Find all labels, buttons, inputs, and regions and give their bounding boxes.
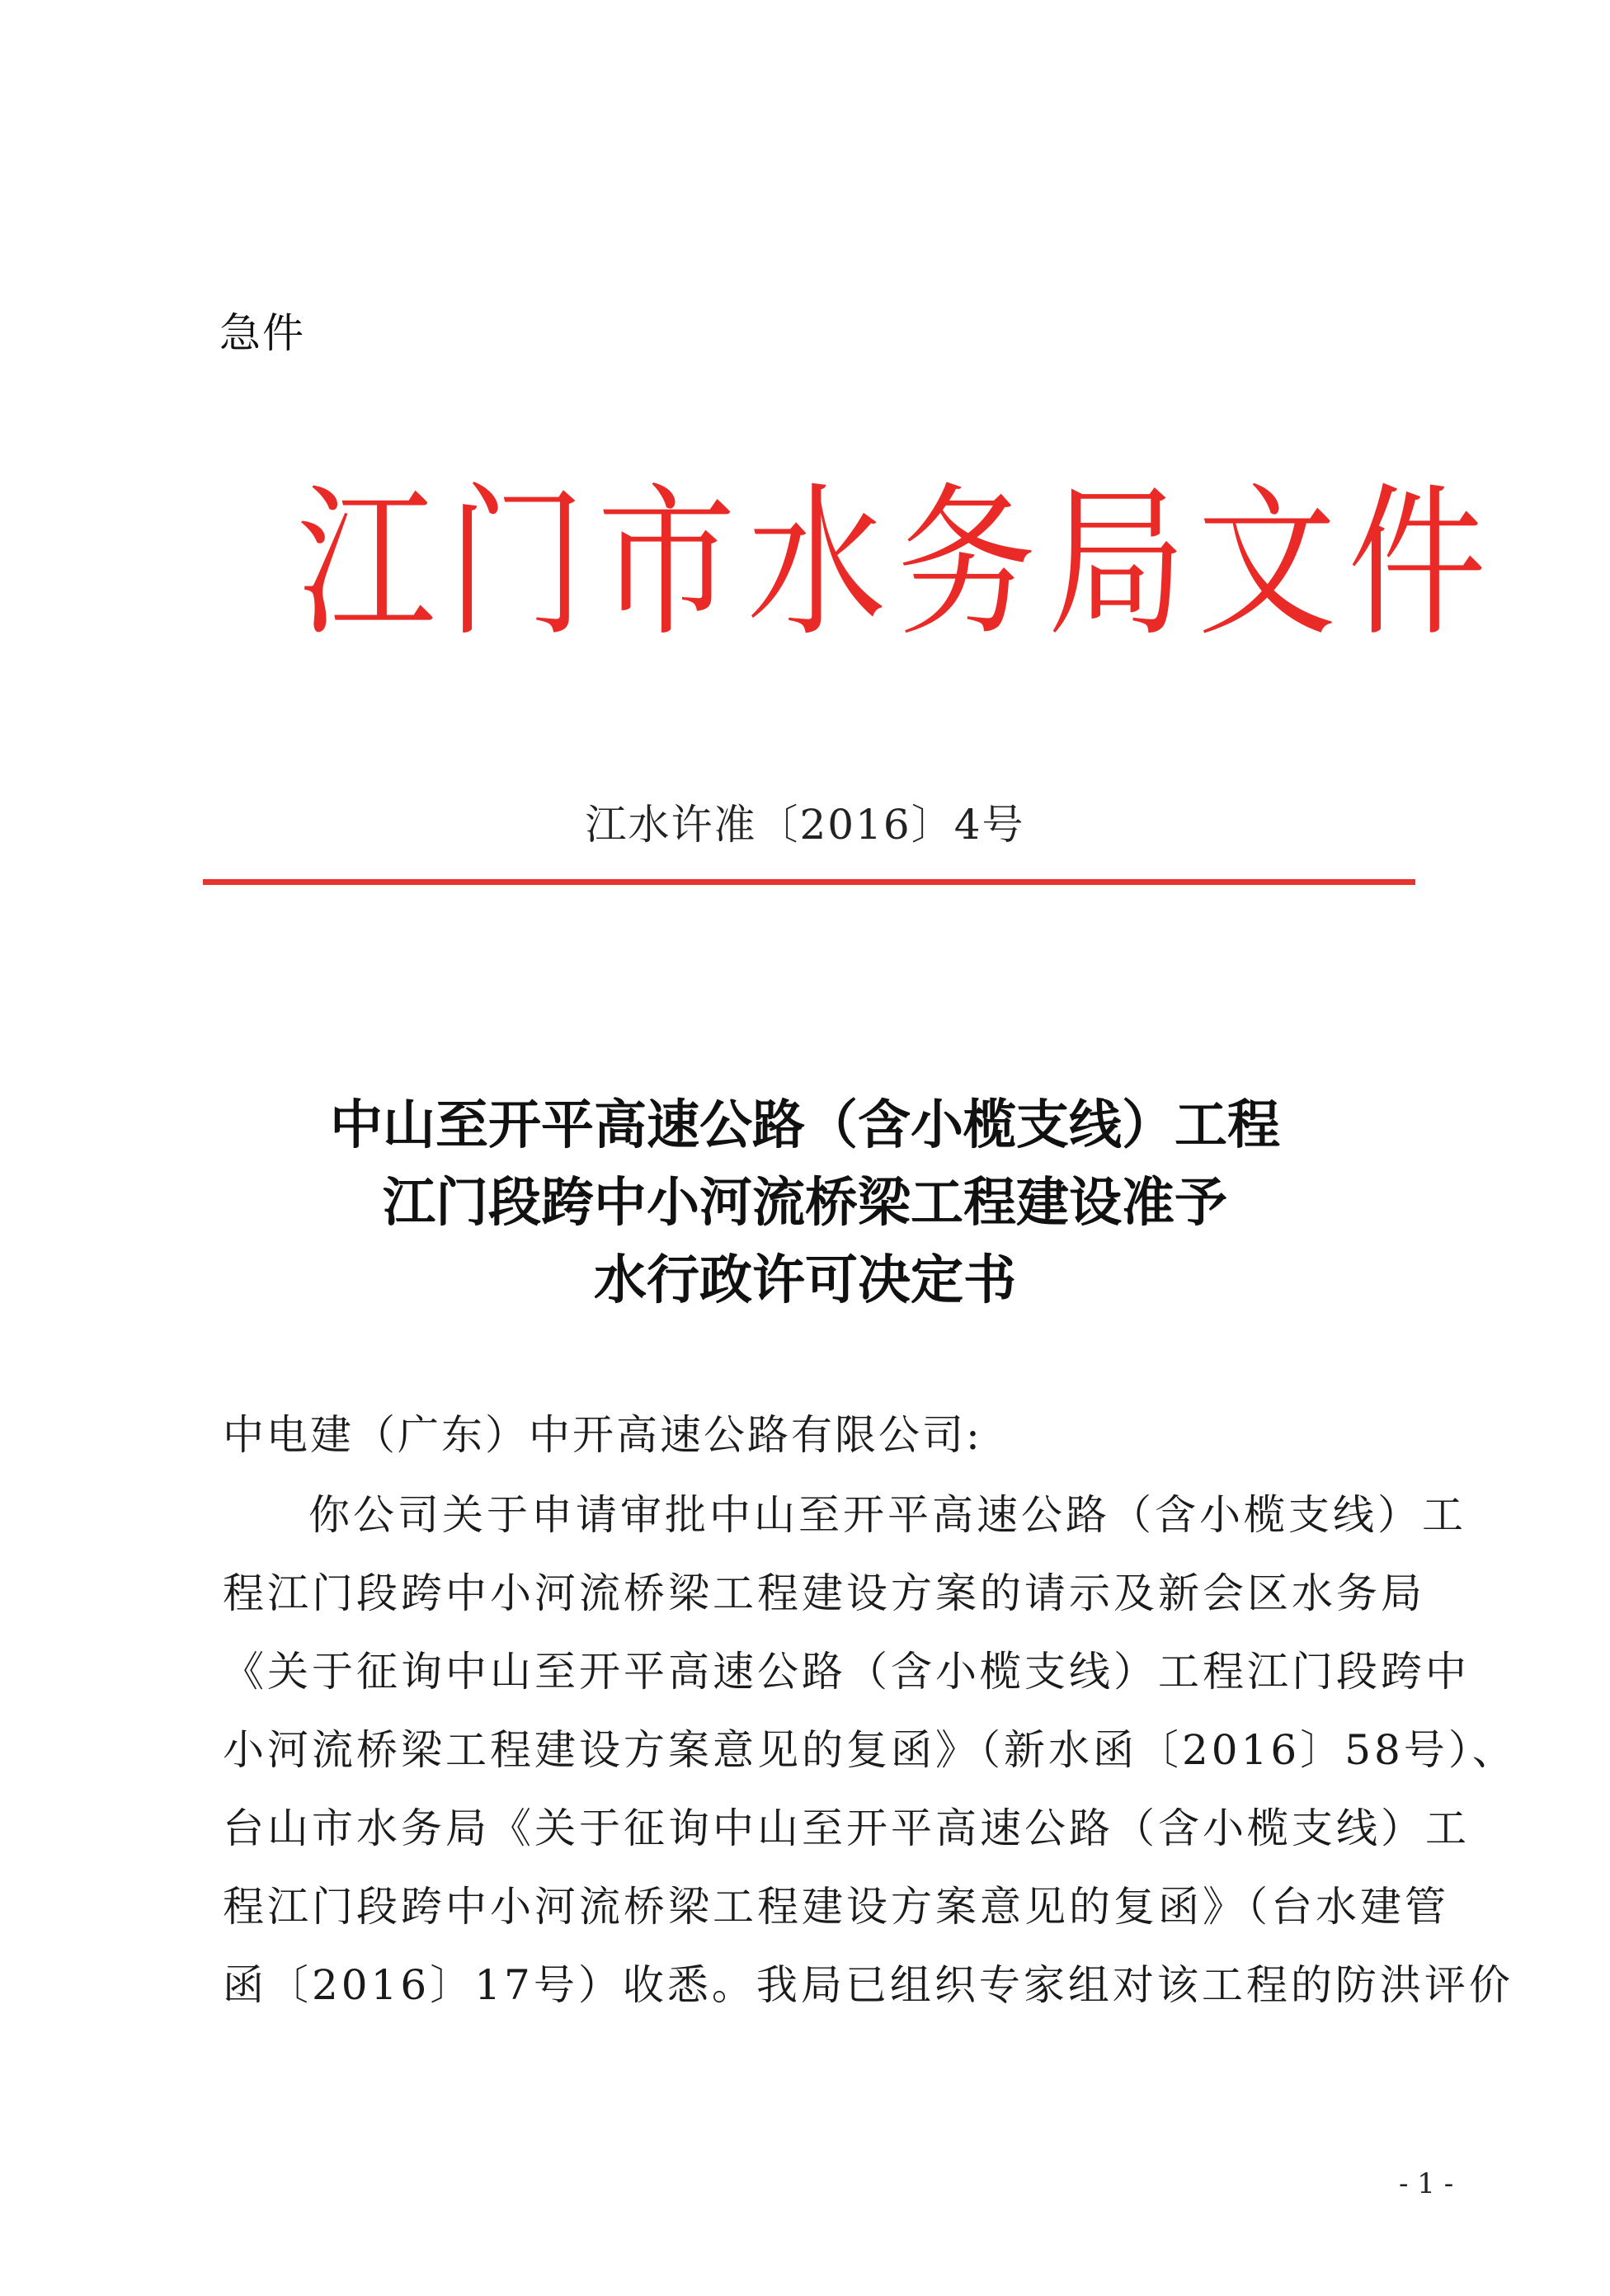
body-line: 程江门段跨中小河流桥梁工程建设方案的请示及新会区水务局	[223, 1569, 1425, 1617]
masthead-title: 江门市水务局文件	[297, 468, 1498, 659]
document-title	[0, 1087, 1610, 1320]
page-number: - 1 -	[1399, 2167, 1454, 2200]
body-line: 你公司关于申请审批中山至开平高速公路（含小榄支线）工	[308, 1491, 1466, 1539]
red-divider-line	[203, 879, 1415, 885]
title-line-2: 江门段跨中小河流桥梁工程建设准予	[383, 1172, 1227, 1234]
body-line: 程江门段跨中小河流桥梁工程建设方案意见的复函》（台水建管	[223, 1883, 1449, 1931]
title-line-3: 水行政许可决定书	[594, 1249, 1016, 1311]
addressee: 中电建（广东）中开高速公路有限公司:	[223, 1411, 982, 1459]
body-line: 《关于征询中山至开平高速公路（含小榄支线）工程江门段跨中	[223, 1648, 1470, 1696]
document-number: 江水许准〔2016〕4号	[585, 801, 1025, 849]
title-line-1: 中山至开平高速公路（含小榄支线）工程	[330, 1094, 1280, 1156]
body-line: 函〔2016〕17号）收悉。我局已组织专家组对该工程的防洪评价	[223, 1961, 1513, 2009]
body-line: 台山市水务局《关于征询中山至开平高速公路（含小榄支线）工	[223, 1804, 1470, 1852]
urgency-label: 急件	[219, 309, 305, 357]
body-text	[223, 1476, 1517, 2025]
body-line: 小河流桥梁工程建设方案意见的复函》（新水函〔2016〕58号）、	[223, 1726, 1517, 1774]
